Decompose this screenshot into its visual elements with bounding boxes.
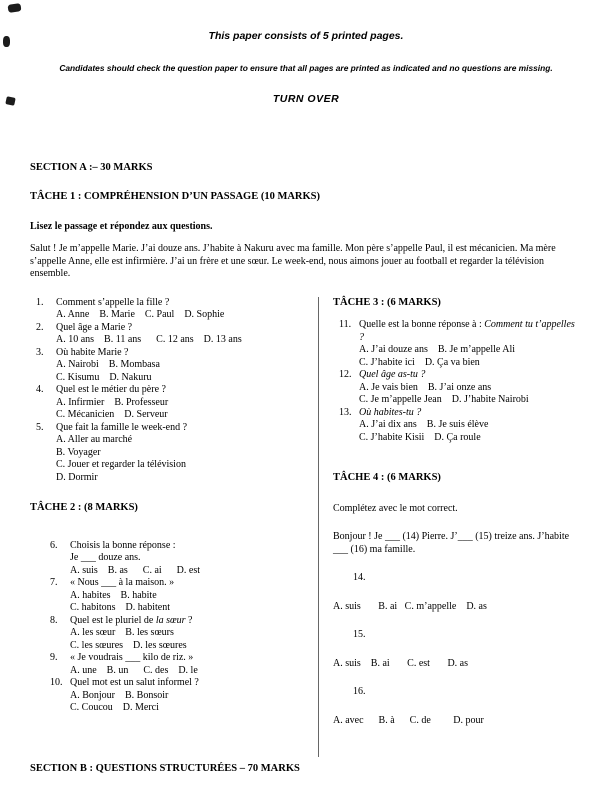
- question-text-part: Quel est le pluriel de: [70, 614, 156, 626]
- question-8: [44, 615, 304, 653]
- question-10: [44, 677, 304, 715]
- cloze-item-16-number: 16.: [353, 686, 366, 697]
- scan-artifact: [3, 36, 10, 47]
- question-13: [333, 407, 582, 445]
- option-line: C. habitons D. habitent: [70, 602, 170, 613]
- question-body: [70, 540, 304, 578]
- option-line: A. une B. un C. des D. le: [70, 664, 198, 676]
- question-number: 9.: [50, 652, 58, 663]
- cloze-item-14-number: 14.: [353, 572, 366, 583]
- option-line: A. Infirmier B. Professeur: [56, 396, 169, 408]
- option-line: A. Aller au marché: [56, 434, 133, 445]
- question-6: [44, 540, 304, 578]
- left-column: [30, 297, 318, 757]
- question-body: [359, 319, 582, 369]
- question-body: [70, 677, 304, 715]
- question-number: 6.: [50, 539, 58, 551]
- option-line: C. Kisumu D. Nakuru: [56, 371, 152, 383]
- question-body: [70, 577, 304, 615]
- question-text: « Je voudrais ___ kilo de riz. »: [70, 652, 194, 663]
- question-number: 8.: [50, 614, 58, 626]
- printed-pages-note: This paper consists of 5 printed pages.: [208, 30, 404, 42]
- option-line: A. Nairobi B. Mombasa: [56, 359, 160, 370]
- cloze-item-16-options: A. avec B. à C. de D. pour: [333, 714, 484, 726]
- cloze-item-14-options: A. suis B. ai C. m’appelle D. as: [333, 600, 487, 612]
- question-9: [44, 652, 304, 677]
- question-body: [70, 615, 304, 653]
- question-body: [56, 322, 304, 347]
- option-line: A. J’ai dix ans B. Je suis élève: [359, 419, 489, 430]
- tache1-instruction: Lisez le passage et répondez aux questions.: [30, 220, 213, 232]
- option-line: C. Coucou D. Merci: [70, 702, 159, 713]
- question-text-part: ?: [185, 614, 193, 626]
- scan-artifact: [5, 96, 15, 106]
- question-text: « Nous ___ à la maison. »: [70, 577, 175, 588]
- question-5: [30, 422, 304, 485]
- question-12: [333, 369, 582, 407]
- question-text-part: Quelle est la bonne réponse à :: [359, 319, 485, 330]
- option-line: A. Je vais bien B. J’ai onze ans: [359, 381, 492, 393]
- question-text-italic: Quel âge as-tu ?: [359, 369, 426, 380]
- question-sub-text: Je ___ douze ans.: [70, 552, 141, 563]
- paper-header: [0, 0, 612, 106]
- question-number: 12.: [339, 369, 352, 380]
- question-body: [359, 369, 582, 407]
- tache3-heading: TÂCHE 3 : (6 MARKS): [333, 296, 441, 308]
- question-2: [30, 322, 304, 347]
- section-b-heading: SECTION B : QUESTIONS STRUCTURÉES – 70 MARKS: [30, 762, 300, 774]
- two-column-area: [30, 297, 582, 757]
- option-line: A. habites B. habite: [70, 589, 157, 601]
- question-7: [44, 577, 304, 615]
- tache4-cloze-text: Bonjour ! Je ___ (14) Pierre. J’___ (15) treize ans. J’habite ___ (16) ma famille.: [333, 531, 570, 555]
- tache1-heading: TÂCHE 1 : COMPRÉHENSION D’UN PASSAGE (10 MARKS): [30, 191, 321, 202]
- question-body: [359, 407, 582, 445]
- option-line: C. Je m’appelle Jean D. J’habite Nairobi: [359, 394, 529, 405]
- question-text-italic: la sœur: [155, 614, 186, 626]
- question-3: [30, 347, 304, 385]
- cloze-item-15-options: A. suis B. ai C. est D. as: [333, 657, 468, 669]
- question-text: Quel mot est un salut informel ?: [70, 677, 199, 688]
- tache2-heading: TÂCHE 2 : (8 MARKS): [30, 502, 138, 513]
- question-11: [333, 319, 582, 369]
- question-number: 10.: [50, 677, 63, 688]
- question-body: [56, 422, 304, 485]
- question-number: 13.: [339, 406, 352, 418]
- option-line: A. suis B. as C. ai D. est: [70, 564, 200, 576]
- option-line: D. Dormir: [56, 471, 98, 483]
- question-number: 1.: [36, 296, 44, 308]
- question-text-italic: Comment tu t’appelles ?: [359, 319, 575, 343]
- question-text: [359, 319, 582, 344]
- question-text: Où habite Marie ?: [56, 346, 129, 358]
- question-body: [56, 297, 304, 322]
- question-number: 7.: [50, 577, 58, 588]
- option-line: C. J’habite ici D. Ça va bien: [359, 356, 480, 368]
- tache2-questions: [44, 540, 304, 715]
- question-text: Quel âge a Marie ?: [56, 321, 133, 333]
- question-body: [56, 347, 304, 385]
- option-line: C. Jouer et regarder la télévision: [56, 459, 186, 470]
- turn-over-label: TURN OVER: [272, 93, 340, 105]
- reading-passage: Salut ! Je m’appelle Marie. J’ai douze ans. J’habite à Nakuru avec ma famille. Mon père s’appelle Paul, il est mécanicien. Ma mère s’appelle Anne, elle est infirmière. J’ai un frère et une sœur. Le week-end, nous aimons jouer au football et regarder la télévision ensemble.: [30, 243, 556, 279]
- cloze-item-15-number: 15.: [353, 629, 366, 640]
- option-line: C. les sœures D. les sœures: [70, 639, 187, 651]
- question-4: [30, 384, 304, 422]
- question-text: Choisis la bonne réponse :: [70, 539, 176, 551]
- question-number: 3.: [36, 346, 44, 358]
- question-text: Quel est le métier du père ?: [56, 384, 166, 395]
- question-text: Comment s’appelle la fille ?: [56, 296, 170, 308]
- right-column: [318, 297, 582, 757]
- question-number: 5.: [36, 421, 44, 433]
- question-1: [30, 297, 304, 322]
- option-line: C. J’habite Kisii D. Ça roule: [359, 431, 481, 443]
- section-a-heading: SECTION A :– 30 MARKS: [30, 161, 153, 173]
- question-text: [70, 615, 304, 628]
- question-text: Que fait la famille le week-end ?: [56, 421, 188, 433]
- option-line: B. Voyager: [56, 446, 101, 458]
- question-number: 2.: [36, 321, 44, 333]
- tache4-instruction: Complétez avec le mot correct.: [333, 502, 458, 514]
- option-line: A. Bonjour B. Bonsoir: [70, 689, 169, 701]
- question-number: 11.: [339, 319, 352, 330]
- question-body: [70, 652, 304, 677]
- question-body: [56, 384, 304, 422]
- tache4-heading: TÂCHE 4 : (6 MARKS): [333, 472, 441, 483]
- option-line: A. Anne B. Marie C. Paul D. Sophie: [56, 309, 225, 320]
- candidates-instruction: Candidates should check the question paper to ensure that all pages are printed as indicated and no questions are missing.: [59, 62, 553, 73]
- option-line: A. 10 ans B. 11 ans C. 12 ans D. 13 ans: [56, 334, 242, 345]
- option-line: A. J’ai douze ans B. Je m’appelle Ali: [359, 344, 516, 355]
- option-line: C. Mécanicien D. Serveur: [56, 409, 168, 420]
- question-text-italic: Où habites-tu ?: [359, 406, 422, 418]
- question-number: 4.: [36, 384, 44, 395]
- option-line: A. les sœur B. les sœurs: [70, 627, 174, 638]
